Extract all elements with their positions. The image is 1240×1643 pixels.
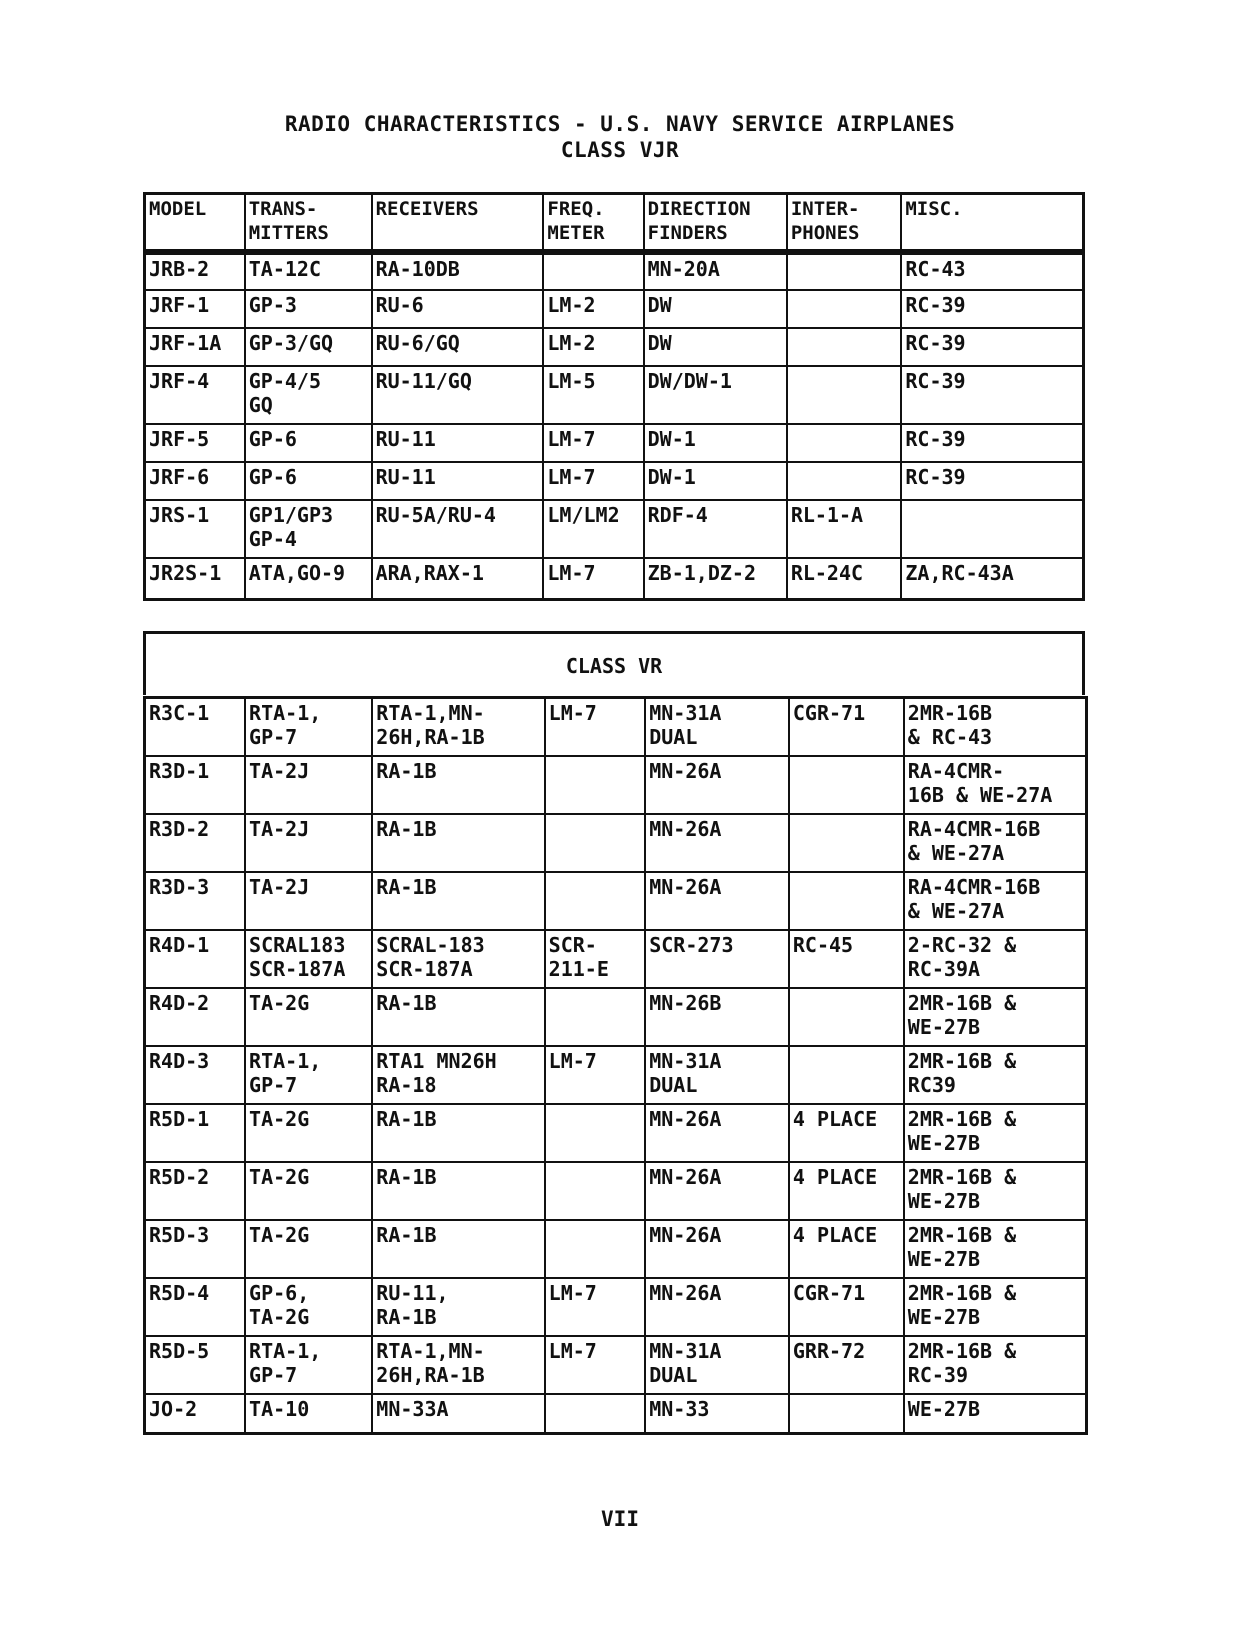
interphones-cell: RL-1-A [787,500,902,558]
interphones-cell [787,462,902,500]
model-cell: R5D-3 [145,1220,246,1278]
model-cell: R5D-4 [145,1278,246,1336]
model-cell: R4D-1 [145,930,246,988]
table-row [145,1162,1087,1220]
freq-meter-cell: LM-7 [545,1278,646,1336]
misc-cell: RA-4CMR-16B & WE-27A [904,872,1087,930]
direction-finders-cell: SCR-273 [645,930,789,988]
table-row [145,1336,1087,1394]
vjr-body [145,252,1084,600]
col-header-model: MODEL [145,194,245,252]
receivers-cell: RU-11 [372,424,544,462]
receivers-cell: RA-1B [372,814,544,872]
model-cell: R3D-2 [145,814,246,872]
table-row [145,1220,1087,1278]
table-row [145,462,1084,500]
direction-finders-cell: MN-26A [645,756,789,814]
misc-cell: 2MR-16B & WE-27B [904,1220,1087,1278]
receivers-cell: RA-1B [372,756,544,814]
misc-cell: RC-39 [901,290,1083,328]
interphones-cell: 4 PLACE [789,1104,904,1162]
interphones-cell [787,424,902,462]
receivers-cell: SCRAL-183 SCR-187A [372,930,544,988]
freq-meter-cell [543,252,643,290]
direction-finders-cell: DW [644,290,787,328]
direction-finders-cell: DW-1 [644,462,787,500]
transmitters-cell: TA-2G [245,1104,372,1162]
receivers-cell: RA-1B [372,1220,544,1278]
model-cell: JRB-2 [145,252,245,290]
table-row [145,988,1087,1046]
vjr-table [143,192,1085,601]
transmitters-cell: GP-4/5 GQ [245,366,372,424]
col-header-misc: MISC. [901,194,1083,252]
misc-cell: 2-RC-32 & RC-39A [904,930,1087,988]
misc-cell: ZA,RC-43A [901,558,1083,600]
freq-meter-cell: LM-7 [545,1336,646,1394]
col-header-freq-meter: FREQ. METER [543,194,643,252]
interphones-cell [787,252,902,290]
direction-finders-cell: MN-26A [645,1220,789,1278]
transmitters-cell: RTA-1, GP-7 [245,1046,372,1104]
receivers-cell: RTA-1,MN- 26H,RA-1B [372,698,544,756]
model-cell: R4D-2 [145,988,246,1046]
receivers-cell: RA-1B [372,872,544,930]
receivers-cell: RU-11 [372,462,544,500]
interphones-cell: CGR-71 [789,698,904,756]
direction-finders-cell: MN-26B [645,988,789,1046]
freq-meter-cell [545,1162,646,1220]
freq-meter-cell: LM-7 [545,1046,646,1104]
transmitters-cell: RTA-1, GP-7 [245,1336,372,1394]
receivers-cell: RU-11, RA-1B [372,1278,544,1336]
freq-meter-cell: LM-7 [545,698,646,756]
table-row [145,756,1087,814]
table-row [145,1046,1087,1104]
receivers-cell: RTA1 MN26H RA-18 [372,1046,544,1104]
interphones-cell [789,872,904,930]
table-row [145,366,1084,424]
interphones-cell: RL-24C [787,558,902,600]
interphones-cell [789,1394,904,1434]
misc-cell: 2MR-16B & RC-43 [904,698,1087,756]
freq-meter-cell: LM-5 [543,366,643,424]
transmitters-cell: RTA-1, GP-7 [245,698,372,756]
freq-meter-cell [545,1394,646,1434]
model-cell: JRF-4 [145,366,245,424]
class-vr-label: CLASS VR [143,631,1085,695]
model-cell: JR2S-1 [145,558,245,600]
model-cell: JO-2 [145,1394,246,1434]
vr-body [145,698,1087,1434]
misc-cell: 2MR-16B & RC-39 [904,1336,1087,1394]
receivers-cell: RA-1B [372,988,544,1046]
direction-finders-cell: MN-33 [645,1394,789,1434]
receivers-cell: RU-6 [372,290,544,328]
misc-cell: RC-39 [901,462,1083,500]
transmitters-cell: TA-12C [245,252,372,290]
transmitters-cell: GP1/GP3 GP-4 [245,500,372,558]
model-cell: JRF-1A [145,328,245,366]
direction-finders-cell: RDF-4 [644,500,787,558]
misc-cell: 2MR-16B & WE-27B [904,1162,1087,1220]
page-number: VII [601,1507,639,1531]
model-cell: JRF-1 [145,290,245,328]
receivers-cell: MN-33A [372,1394,544,1434]
freq-meter-cell [545,872,646,930]
transmitters-cell: GP-3 [245,290,372,328]
transmitters-cell: SCRAL183 SCR-187A [245,930,372,988]
transmitters-cell: TA-2J [245,814,372,872]
freq-meter-cell: LM-7 [543,462,643,500]
freq-meter-cell [545,988,646,1046]
freq-meter-cell: LM-7 [543,424,643,462]
vr-table [143,696,1088,1435]
freq-meter-cell: LM/LM2 [543,500,643,558]
direction-finders-cell: MN-31A DUAL [645,1046,789,1104]
transmitters-cell: TA-2J [245,756,372,814]
receivers-cell: RA-1B [372,1162,544,1220]
transmitters-cell: ATA,GO-9 [245,558,372,600]
misc-cell: 2MR-16B & WE-27B [904,988,1087,1046]
receivers-cell: RU-6/GQ [372,328,544,366]
transmitters-cell: GP-6 [245,462,372,500]
freq-meter-cell [545,1220,646,1278]
misc-cell [901,500,1083,558]
freq-meter-cell [545,756,646,814]
model-cell: R5D-5 [145,1336,246,1394]
receivers-cell: ARA,RAX-1 [372,558,544,600]
interphones-cell: CGR-71 [789,1278,904,1336]
transmitters-cell: TA-2G [245,1162,372,1220]
receivers-cell: RTA-1,MN- 26H,RA-1B [372,1336,544,1394]
model-cell: JRF-6 [145,462,245,500]
header-row [145,194,1084,252]
direction-finders-cell: MN-31A DUAL [645,698,789,756]
table-row [145,1394,1087,1434]
receivers-cell: RU-5A/RU-4 [372,500,544,558]
table-row [145,290,1084,328]
table-row [145,424,1084,462]
interphones-cell [789,1046,904,1104]
receivers-cell: RA-10DB [372,252,544,290]
interphones-cell: 4 PLACE [789,1162,904,1220]
interphones-cell [789,756,904,814]
direction-finders-cell: DW-1 [644,424,787,462]
misc-cell: RC-39 [901,424,1083,462]
transmitters-cell: TA-10 [245,1394,372,1434]
col-header-transmitters: TRANS- MITTERS [245,194,372,252]
receivers-cell: RU-11/GQ [372,366,544,424]
freq-meter-cell: LM-7 [543,558,643,600]
receivers-cell: RA-1B [372,1104,544,1162]
misc-cell: RC-39 [901,328,1083,366]
misc-cell: 2MR-16B & WE-27B [904,1104,1087,1162]
freq-meter-cell: SCR- 211-E [545,930,646,988]
col-header-direction-finders: DIRECTION FINDERS [644,194,787,252]
interphones-cell: RC-45 [789,930,904,988]
table-row [145,930,1087,988]
misc-cell: WE-27B [904,1394,1087,1434]
model-cell: R3C-1 [145,698,246,756]
transmitters-cell: TA-2J [245,872,372,930]
page-title: RADIO CHARACTERISTICS - U.S. NAVY SERVICE AIRPLANES [284,112,956,136]
model-cell: R5D-2 [145,1162,246,1220]
direction-finders-cell: MN-31A DUAL [645,1336,789,1394]
table-row [145,500,1084,558]
model-cell: R5D-1 [145,1104,246,1162]
interphones-cell [789,988,904,1046]
transmitters-cell: TA-2G [245,1220,372,1278]
table-row [145,558,1084,600]
direction-finders-cell: MN-26A [645,1278,789,1336]
misc-cell: RA-4CMR-16B & WE-27A [904,814,1087,872]
table-row [145,1104,1087,1162]
misc-cell: 2MR-16B & WE-27B [904,1278,1087,1336]
misc-cell: 2MR-16B & RC39 [904,1046,1087,1104]
table-row [145,328,1084,366]
class-subtitle: CLASS VJR [560,138,680,162]
freq-meter-cell: LM-2 [543,290,643,328]
interphones-cell: 4 PLACE [789,1220,904,1278]
direction-finders-cell: ZB-1,DZ-2 [644,558,787,600]
direction-finders-cell: MN-26A [645,1162,789,1220]
transmitters-cell: GP-6, TA-2G [245,1278,372,1336]
interphones-cell [787,366,902,424]
direction-finders-cell: MN-20A [644,252,787,290]
direction-finders-cell: DW/DW-1 [644,366,787,424]
model-cell: JRF-5 [145,424,245,462]
model-cell: R3D-3 [145,872,246,930]
misc-cell: RC-39 [901,366,1083,424]
interphones-cell [787,328,902,366]
misc-cell: RA-4CMR- 16B & WE-27A [904,756,1087,814]
direction-finders-cell: MN-26A [645,872,789,930]
model-cell: R3D-1 [145,756,246,814]
model-cell: JRS-1 [145,500,245,558]
table-row [145,872,1087,930]
model-cell: R4D-3 [145,1046,246,1104]
transmitters-cell: TA-2G [245,988,372,1046]
interphones-cell [787,290,902,328]
freq-meter-cell [545,1104,646,1162]
freq-meter-cell: LM-2 [543,328,643,366]
direction-finders-cell: DW [644,328,787,366]
interphones-cell [789,814,904,872]
table-row [145,1278,1087,1336]
direction-finders-cell: MN-26A [645,814,789,872]
col-header-receivers: RECEIVERS [372,194,544,252]
interphones-cell: GRR-72 [789,1336,904,1394]
table-row [145,814,1087,872]
direction-finders-cell: MN-26A [645,1104,789,1162]
table-row [145,252,1084,290]
table-row [145,698,1087,756]
freq-meter-cell [545,814,646,872]
transmitters-cell: GP-3/GQ [245,328,372,366]
transmitters-cell: GP-6 [245,424,372,462]
col-header-interphones: INTER- PHONES [787,194,902,252]
misc-cell: RC-43 [901,252,1083,290]
